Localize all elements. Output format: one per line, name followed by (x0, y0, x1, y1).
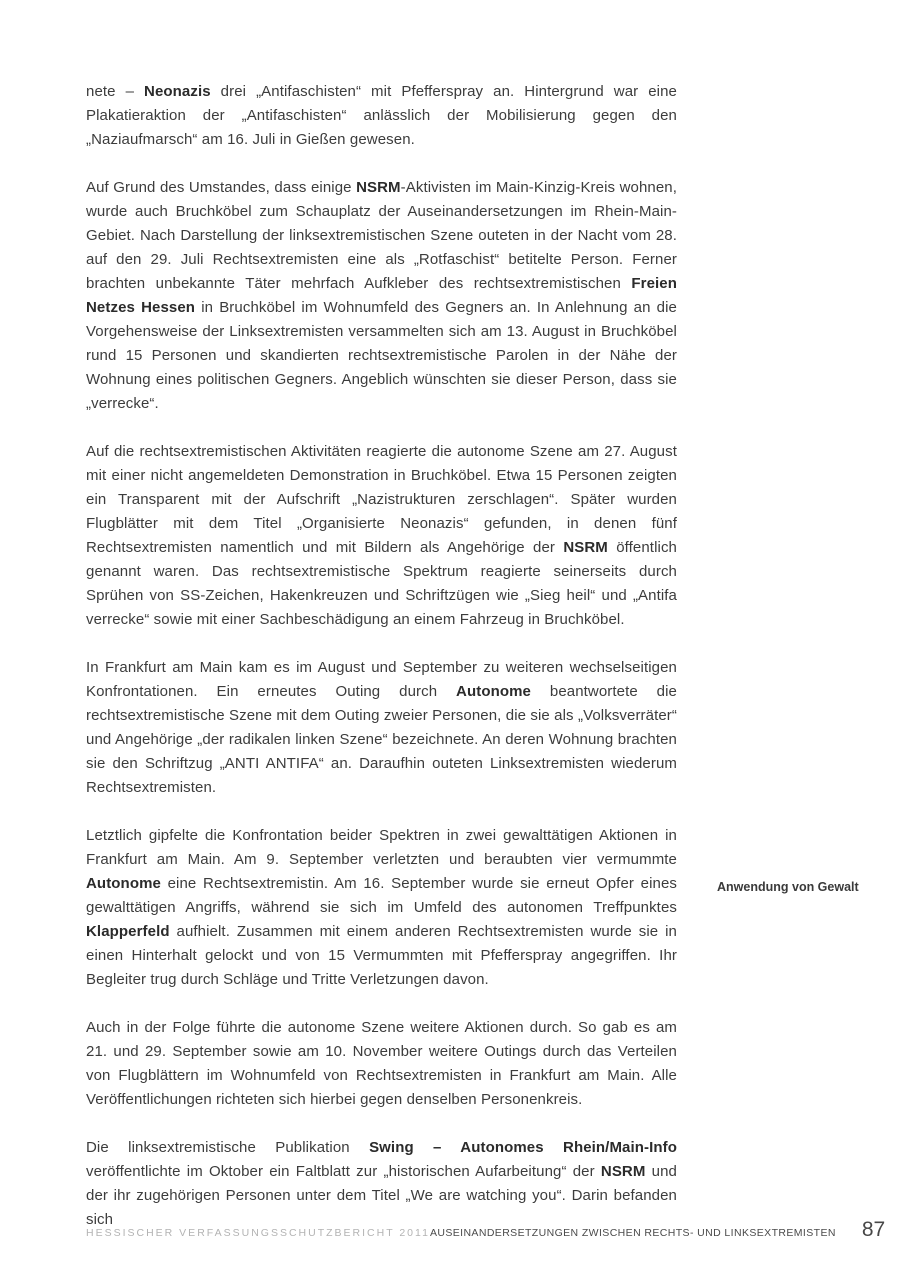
footer-section-title: AUSEINANDERSETZUNGEN ZWISCHEN RECHTS- UND LINKSEXTREMISTEN (429, 1227, 836, 1239)
paragraph (86, 176, 677, 416)
text-run: Auf die rechtsextremistischen Aktivitäten reagierte die autonome Szene am 27. August mit einer nicht angemeldeten Demonstration in Bruchköbel. Etwa 15 Personen zeigten ein Transparent mit der Aufschrift „Nazistrukturen zerschlagen“. Später wurden Flugblätter mit dem Titel „Organisierte Neonazis“ gefunden, in denen fünf Rechtsextremisten namentlich und mit Bildern als Angehörige der (86, 443, 677, 556)
text-run: öffentlich genannt waren. Das rechtsextremistische Spektrum reagierte seinerseits durch Sprühen von SS-Zeichen, Hakenkreuzen und Schriftzügen wie „Sieg heil“ und „Antifa verrecke“ sowie mit einer Sachbeschädigung an einem Fahrzeug in Bruchköbel. (86, 539, 677, 628)
text-run: beantwortete die rechtsextremistische Szene mit dem Outing zweier Personen, die sie als „Volksverräter“ und Angehörige „der radikalen linken Szene“ bezeichnete. An deren Wohnung brachten sie den Schriftzug „ANTI ANTIFA“ an. Daraufhin outeten Linksextremisten wiederum Rechtsextremisten. (86, 683, 677, 796)
paragraph (86, 824, 677, 992)
text-run: nete – (86, 83, 145, 100)
text-run: in Bruchköbel im Wohnumfeld des Gegners an. In Anlehnung an die Vorgehensweise der Linksextremisten versammelten sich am 13. August in Bruchköbel rund 15 Personen und skandierten rechtsextremistische Parolen in der Nähe der Wohnung eines politischen Gegners. Angeblich wünschten sie dieser Person, dass sie „verrecke“. (86, 299, 677, 412)
text-run: drei „Antifaschisten“ mit Pfefferspray an. Hintergrund war eine Plakatieraktion der „Antifaschisten“ anlässlich der Mobilisierung gegen den „Naziaufmarsch“ am 16. Juli in Gießen gewesen. (86, 83, 677, 148)
text-run: veröffentlichte im Oktober ein Faltblatt zur „historischen Aufarbeitung“ der (86, 1163, 601, 1180)
bold-text-run: Klapperfeld (86, 923, 170, 940)
bold-text-run: Swing – Autonomes Rhein/Main-Info (369, 1139, 677, 1156)
text-run: Auch in der Folge führte die autonome Szene weitere Aktionen durch. So gab es am 21. und 29. September sowie am 10. November weitere Outings durch das Verteilen von Flugblättern im Wohnumfeld von Rechtsextremisten in Frankfurt am Main. Alle Veröffentlichungen richteten sich hierbei gegen denselben Personenkreis. (86, 1019, 677, 1108)
text-run: eine Rechtsextremistin. Am 16. September wurde sie erneut Opfer eines gewalttätigen Angriffs, während sie sich im Umfeld des autonomen Treffpunktes (86, 875, 677, 916)
paragraph (86, 656, 677, 800)
text-run: -Aktivisten im Main-Kinzig-Kreis wohnen, wurde auch Bruchköbel zum Schauplatz der Auseinandersetzungen im Rhein-Main-Gebiet. Nach Darstellung der linksextremistischen Szene outeten in der Nacht vom 28. auf den 29. Juli Rechtsextremisten eine als „Rotfaschist“ betitelte Person. Ferner brachten unbekannte Täter mehrfach Aufkleber des rechtsextremistischen (86, 179, 678, 292)
page-number: 87 (861, 1218, 886, 1241)
bold-text-run: Neonazis (144, 83, 211, 100)
text-run: aufhielt. Zusammen mit einem anderen Rechtsextremisten wurde sie in einen Hinterhalt gelockt und von 15 Vermummten mit Pfefferspray angegriffen. Ihr Begleiter trug durch Schläge und Tritte Verletzungen davon. (86, 923, 677, 988)
bold-text-run: NSRM (356, 179, 401, 196)
bold-text-run: Freien Netzes Hessen (86, 275, 677, 316)
paragraph (86, 440, 677, 632)
paragraph (86, 80, 677, 152)
paragraph (86, 1016, 677, 1112)
page-footer (86, 1218, 886, 1242)
text-run: Letztlich gipfelte die Konfrontation beider Spektren in zwei gewalttätigen Aktionen in Frankfurt am Main. Am 9. September verletzten und beraubten vier vermummte (86, 827, 677, 868)
text-run: und der ihr zugehörigen Personen unter dem Titel „We are watching you“. Darin befanden sich (86, 1163, 677, 1228)
bold-text-run: Autonome (86, 875, 161, 892)
text-run: In Frankfurt am Main kam es im August und September zu weiteren wechselseitigen Konfrontationen. Ein erneutes Outing durch (86, 659, 677, 700)
footer-report-title: HESSISCHER VERFASSUNGSSCHUTZBERICHT 2011 (86, 1227, 430, 1239)
text-run: Auf Grund des Umstandes, dass einige (86, 179, 357, 196)
bold-text-run: Autonome (456, 683, 531, 700)
body-text-column (86, 80, 677, 1256)
margin-note: Anwendung von Gewalt (717, 880, 859, 894)
bold-text-run: NSRM (563, 539, 608, 556)
bold-text-run: NSRM (600, 1163, 646, 1180)
text-run: Die linksextremistische Publikation (86, 1139, 370, 1156)
